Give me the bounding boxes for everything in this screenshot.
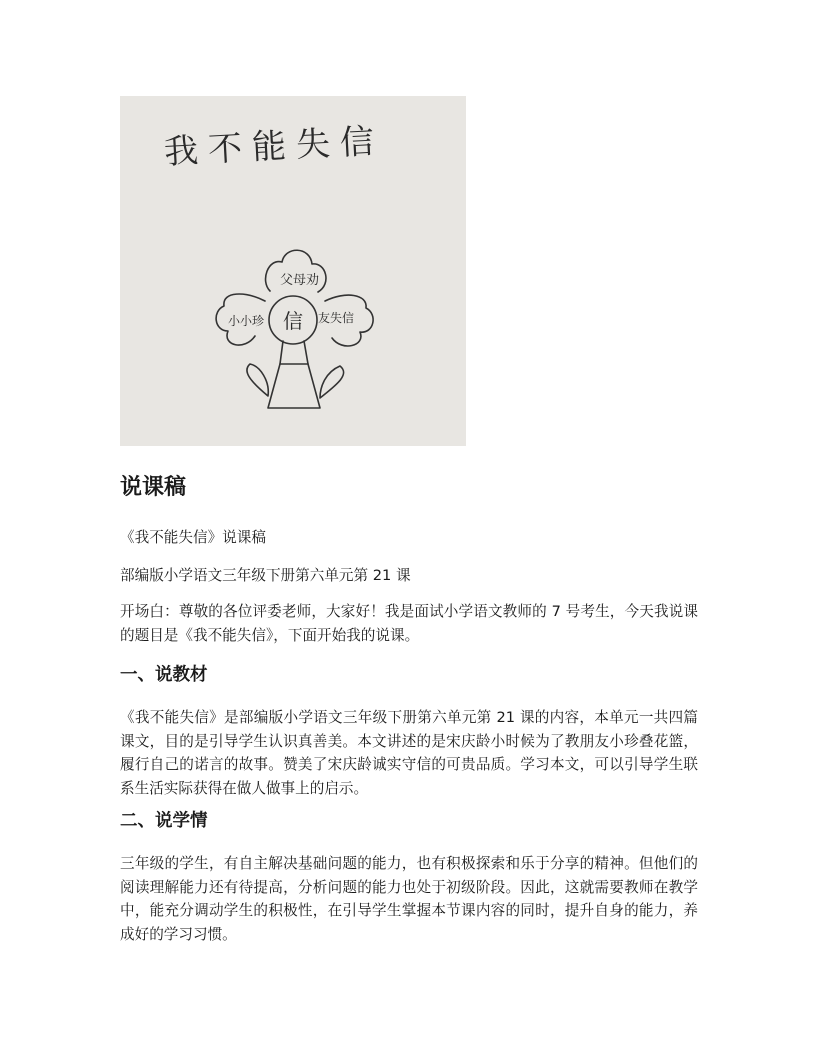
petal-left-label: 小小珍 (228, 314, 265, 328)
center-label: 信 (283, 309, 303, 333)
handwritten-diagram-photo (120, 96, 466, 446)
petal-top-label: 父母劝 (280, 273, 320, 288)
opening-paragraph: 开场白：尊敬的各位评委老师，大家好！我是面试小学语文教师的 7 号考生，今天我说课的题目是《我不能失信》，下面开始我的说课。 (120, 603, 698, 644)
photo-title-text: 我不能失信 (163, 121, 385, 173)
section-students-body: 三年级的学生，有自主解决基础问题的能力，也有积极探索和乐于分享的精神。但他们的阅读理解能力还有待提高，分析问题的能力也处于初级阶段。因此，这就需要教师在教学中，能充分调动学生的积极性，在引导学生掌握本节课内容的同时，提升自身的能力，养成好的学习习惯。 (120, 855, 698, 943)
document-heading: 说课稿 (120, 475, 187, 500)
section-textbook-body: 《我不能失信》是部编版小学语文三年级下册第六单元第 21 课的内容，本单元一共四篇课文，目的是引导学生认识真善美。本文讲述的是宋庆龄小时候为了教朋友小珍叠花篮，履行自己的诺言的故事。赞美了宋庆龄诚实守信的可贵品质。学习本文，可以引导学生联系生活实际获得在做人做事上的启示。 (120, 709, 698, 797)
petal-right-label: 友失信 (318, 311, 355, 325)
course-info-line: 部编版小学语文三年级下册第六单元第 21 课 (120, 567, 411, 584)
section-textbook-title: 一、说教材 (120, 665, 208, 685)
doc-title-line: 《我不能失信》说课稿 (120, 529, 266, 546)
section-students-title: 二、说学情 (120, 811, 208, 831)
